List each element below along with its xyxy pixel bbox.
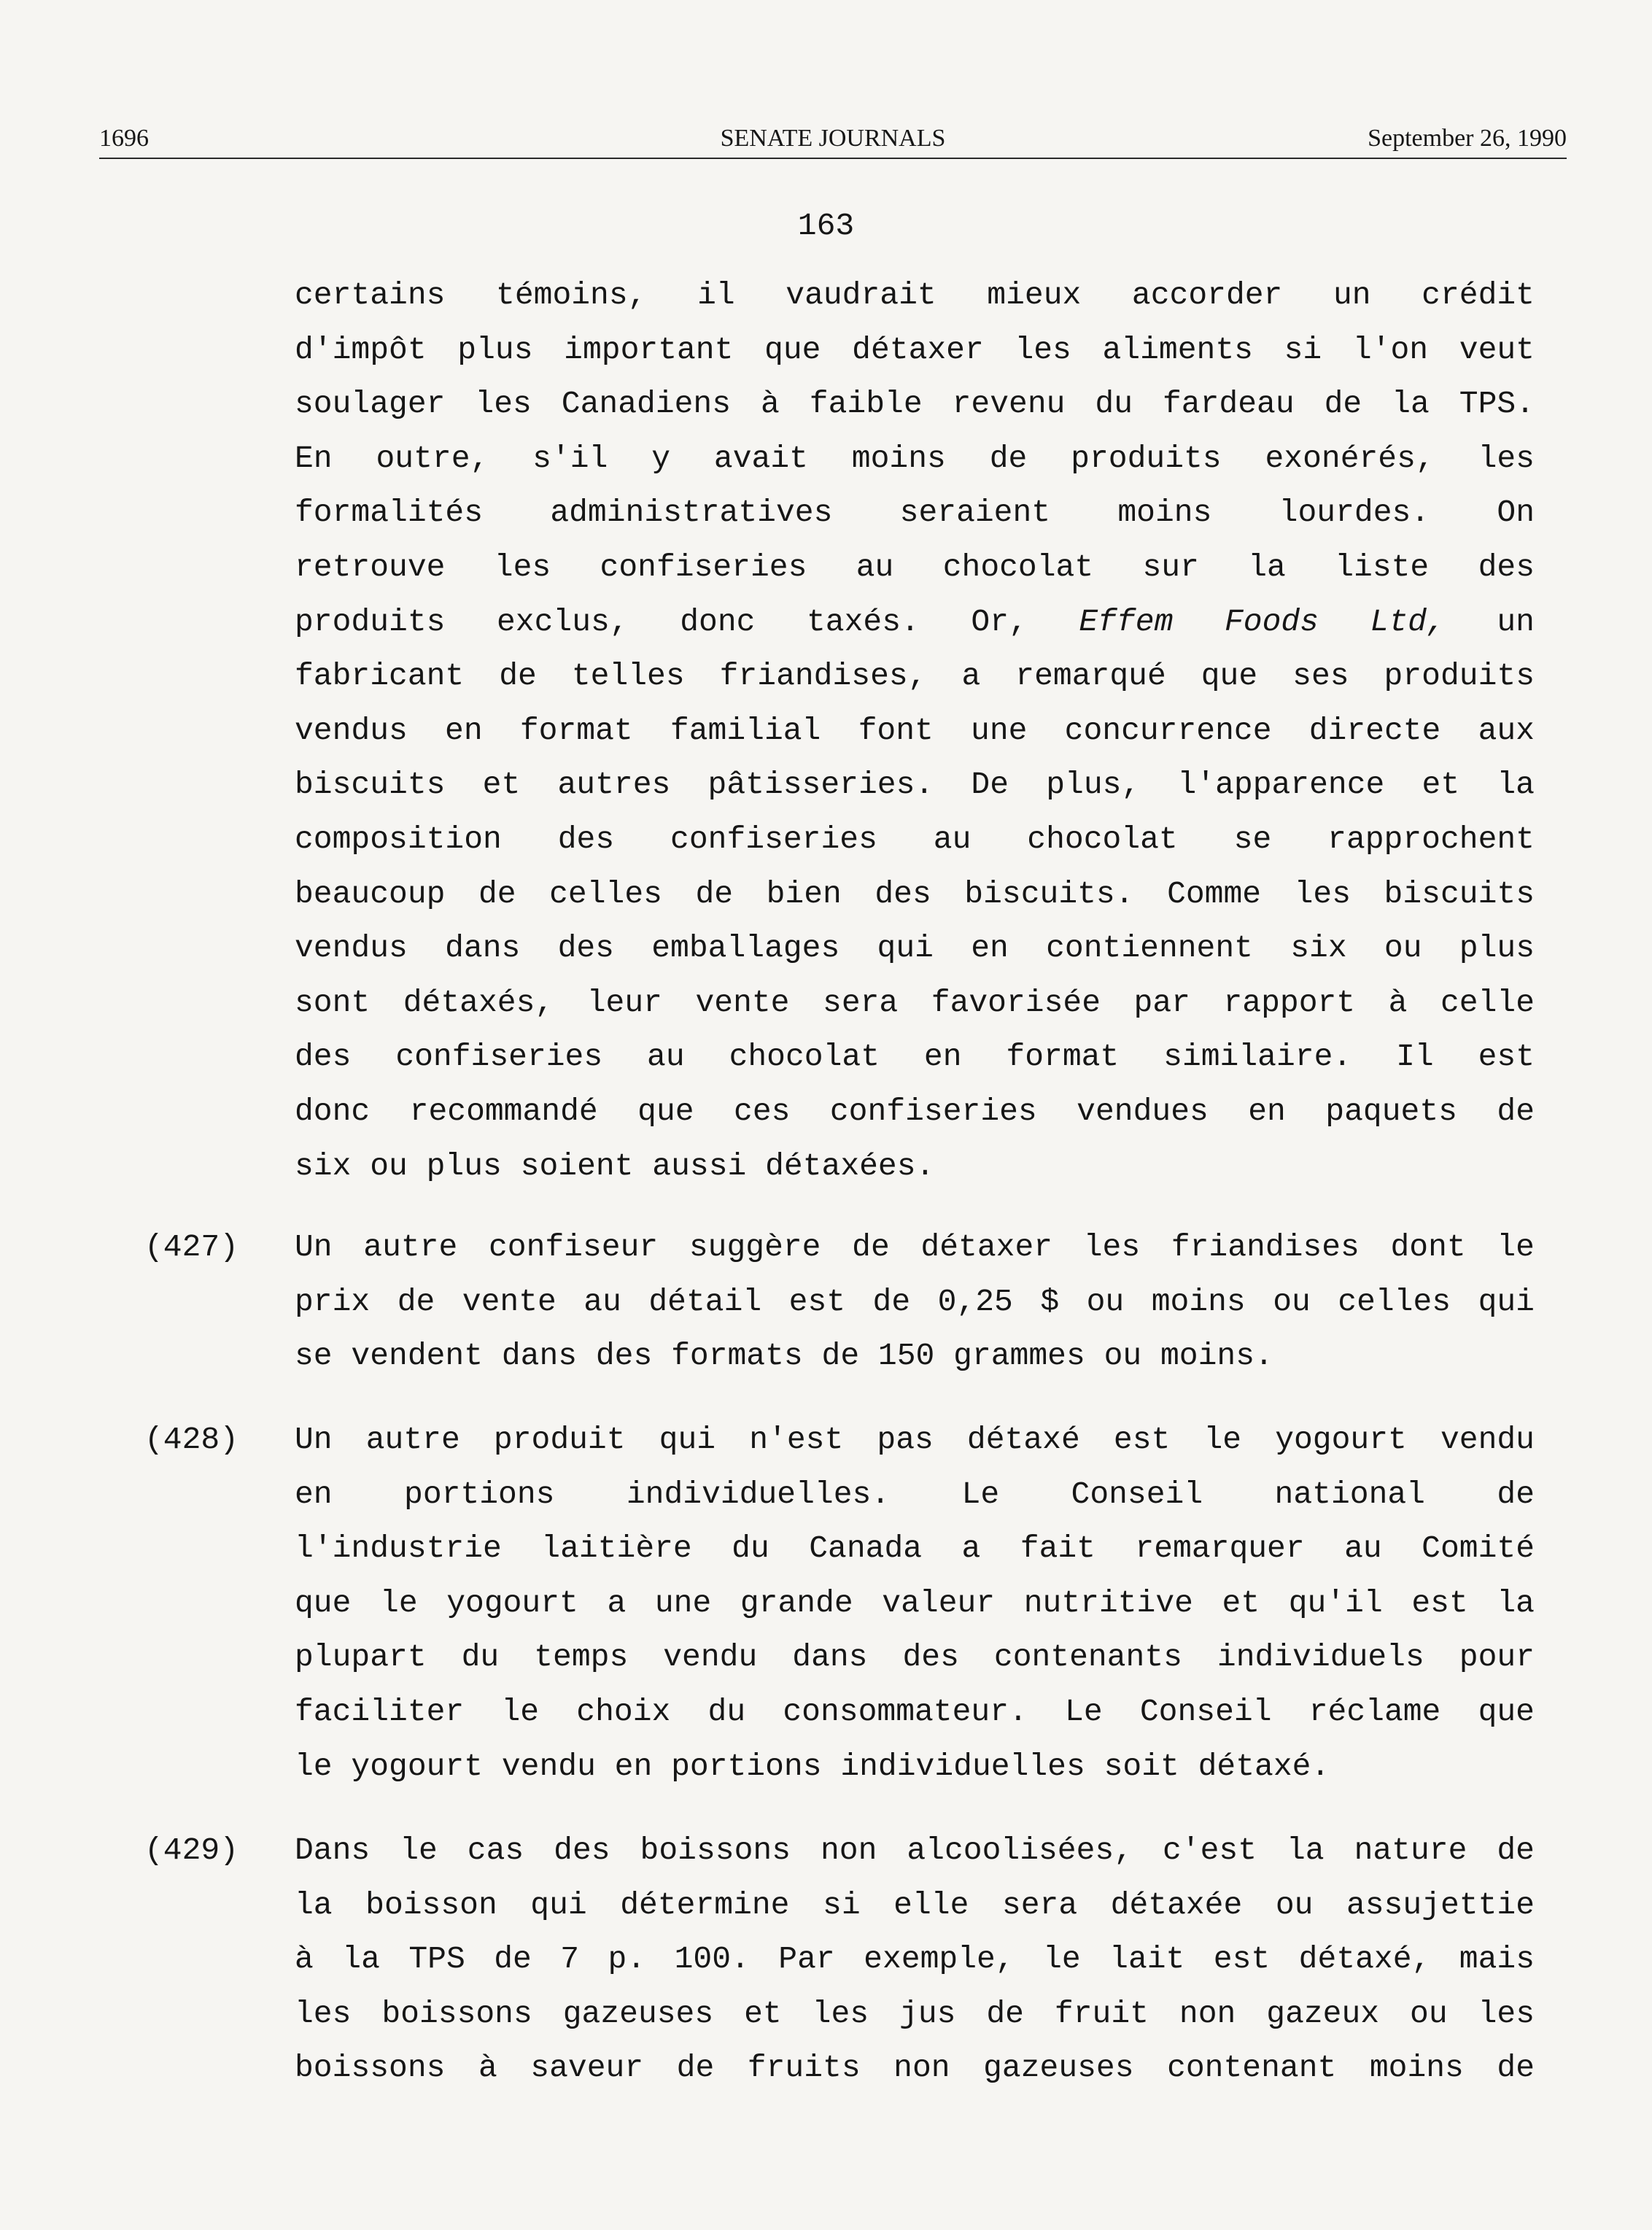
text-line: Un autre produit qui n'est pas détaxé est le yogourt vendu xyxy=(295,1422,1535,1457)
paragraph-428 xyxy=(295,1413,1535,1794)
text-line: En outre, s'il y avait moins de produits exonérés, les xyxy=(295,440,1535,476)
text-line: plupart du temps vendu dans des contenants individuels pour xyxy=(295,1639,1535,1676)
text-fragment: un xyxy=(1497,603,1535,640)
text-line: le yogourt vendu en portions individuelles soit détaxé. xyxy=(295,1748,1330,1784)
paragraph-number: (428) xyxy=(144,1422,239,1457)
text-fragment: produits exclus, donc taxés. Or, xyxy=(295,603,1028,640)
text-line: que le yogourt a une grande valeur nutritive et qu'il est la xyxy=(295,1584,1535,1621)
text-line: se vendent dans des formats de 150 grammes ou moins. xyxy=(295,1338,1273,1374)
text-line: vendus dans des emballages qui en contiennent six ou plus xyxy=(295,930,1535,967)
text-line: la boisson qui détermine si elle sera détaxée ou assujettie xyxy=(295,1886,1535,1923)
text-line: d'impôt plus important que détaxer les aliments si l'on veut xyxy=(295,331,1535,368)
text-line: en portions individuelles. Le Conseil national de xyxy=(295,1476,1535,1512)
text-line: prix de vente au détail est de 0,25 $ ou moins ou celles qui xyxy=(295,1283,1535,1320)
text-line: Dans le cas des boissons non alcoolisées, c'est la nature de xyxy=(295,1832,1535,1868)
text-line: l'industrie laitière du Canada a fait remarquer au Comité xyxy=(295,1530,1535,1567)
text-line: donc recommandé que ces confiseries vendues en paquets de xyxy=(295,1093,1535,1129)
text-line: boissons à saveur de fruits non gazeuses contenant moins de xyxy=(295,2050,1535,2086)
text-line: formalités administratives seraient moins lourdes. On xyxy=(295,495,1535,531)
text-line: composition des confiseries au chocolat se rapprochent xyxy=(295,821,1535,857)
text-line: des confiseries au chocolat en format similaire. Il est xyxy=(295,1039,1535,1075)
paragraph-number: (427) xyxy=(144,1229,239,1265)
company-name: Effem Foods Ltd, xyxy=(1079,603,1446,640)
text-line: les boissons gazeuses et les jus de fruit non gazeux ou les xyxy=(295,1995,1535,2032)
text-line: soulager les Canadiens à faible revenu du fardeau de la TPS. xyxy=(295,386,1535,422)
text-line: biscuits et autres pâtisseries. De plus, l'apparence et la xyxy=(295,767,1535,803)
paragraph-number: (429) xyxy=(144,1832,239,1868)
text-line-with-company xyxy=(295,595,1535,650)
text-line: fabricant de telles friandises, a remarqué que ses produits xyxy=(295,658,1535,694)
text-line: six ou plus soient aussi détaxées. xyxy=(295,1147,935,1184)
text-line: Un autre confiseur suggère de détaxer les friandises dont le xyxy=(295,1229,1535,1265)
journal-title: SENATE JOURNALS xyxy=(720,125,946,152)
text-line: vendus en format familial font une concurrence directe aux xyxy=(295,712,1535,748)
text-line: faciliter le choix du consommateur. Le Conseil réclame que xyxy=(295,1693,1535,1730)
continuation-paragraph xyxy=(295,268,1535,1193)
page-header xyxy=(99,123,1567,159)
text-line: certains témoins, il vaudrait mieux accorder un crédit xyxy=(295,277,1535,313)
journal-page-number: 1696 xyxy=(99,125,149,152)
text-line: à la TPS de 7 p. 100. Par exemple, le lait est détaxé, mais xyxy=(295,1941,1535,1978)
text-line: retrouve les confiseries au chocolat sur la liste des xyxy=(295,549,1535,585)
text-line: beaucoup de celles de bien des biscuits. Comme les biscuits xyxy=(295,875,1535,912)
document-page-number: 163 xyxy=(797,208,855,244)
journal-date: September 26, 1990 xyxy=(1368,125,1567,152)
paragraph-427 xyxy=(295,1220,1535,1384)
text-line: sont détaxés, leur vente sera favorisée par rapport à celle xyxy=(295,984,1535,1021)
paragraph-429 xyxy=(295,1824,1535,2096)
